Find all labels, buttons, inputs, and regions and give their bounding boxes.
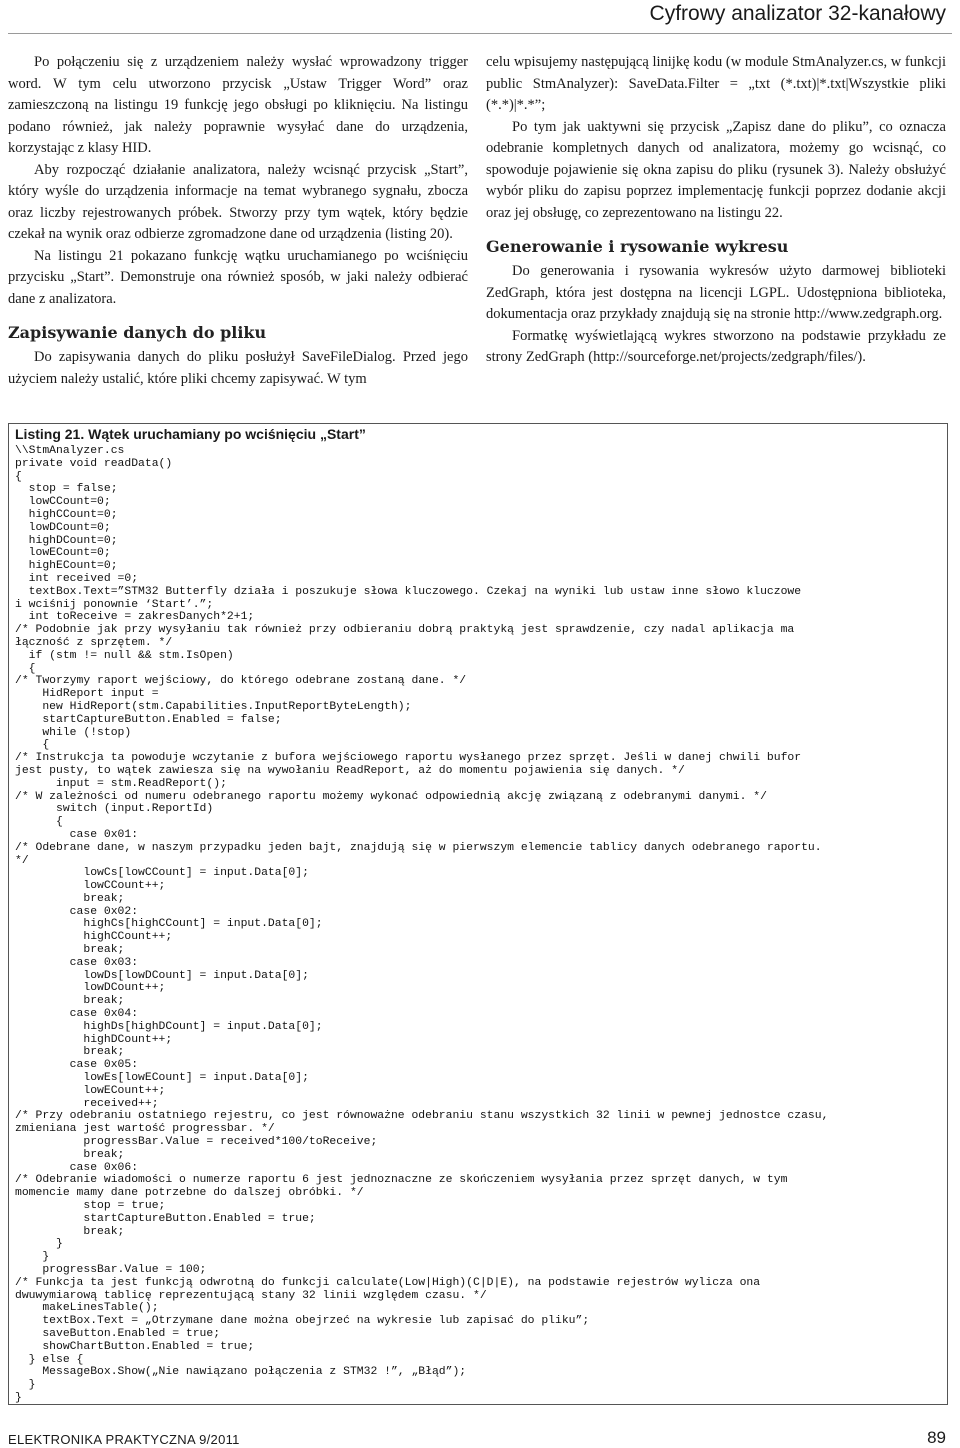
code-line: */ bbox=[15, 854, 29, 867]
code-line: łączność z sprzętem. */ bbox=[15, 636, 173, 649]
code-line: /* Przy odebraniu ostatniego rejestru, co jest równoważne odebraniu stanu wszystkich 32 linii w pewnej jednostce czasu, bbox=[15, 1110, 829, 1123]
code-line: } bbox=[15, 1238, 63, 1251]
code-line: lowEs[lowECount] = input.Data[0]; bbox=[15, 1072, 309, 1085]
code-line: textBox.Text=”STM32 Butterfly działa i poszukuje słowa kluczowego. Czekaj na wyniki lub ustaw inne słowo kluczowe bbox=[15, 585, 802, 598]
code-line: break; bbox=[15, 1225, 125, 1238]
code-line: lowECount++; bbox=[15, 1084, 166, 1097]
code-line: highECount=0; bbox=[15, 560, 118, 573]
code-line: i wciśnij ponownie ‘Start’.”; bbox=[15, 598, 214, 611]
page-number: 89 bbox=[927, 1428, 946, 1447]
code-line: break; bbox=[15, 1148, 125, 1161]
code-line: /* Odebrane dane, w naszym przypadku jeden bajt, znajdują się w pierwszym elemencie tablicy danych odebranego raportu. bbox=[15, 841, 822, 854]
code-line: { bbox=[15, 816, 63, 829]
code-line: /* Odebranie wiadomości o numerze raportu 6 jest jednoznaczne ze skończeniem wysyłania przez sprzęt danych, w tym bbox=[15, 1174, 788, 1187]
code-line: break; bbox=[15, 892, 125, 905]
paragraph: Po tym jak uaktywni się przycisk „Zapisz dane do pliku”, co oznacza odebranie kompletnych danych od analizatora, możemy go wcisnąć, co spowoduje pojawienie się okna zapisu do pliku (rysunek 3). Należy obsłużyć wybór pliku do zapisu poprzez implementację funkcji poprzez dodanie akcji oraz jej obsługę, co zeprezentowano na listingu 22. bbox=[486, 118, 946, 221]
code-line: MessageBox.Show(„Nie nawiązano połączenia z STM32 !”, „Błąd”); bbox=[15, 1366, 467, 1379]
code-line: case 0x02: bbox=[15, 905, 139, 918]
code-line: progressBar.Value = received*100/toReceive; bbox=[15, 1136, 378, 1149]
code-line: lowDs[lowDCount] = input.Data[0]; bbox=[15, 969, 309, 982]
code-line: break; bbox=[15, 1046, 125, 1059]
code-line: { bbox=[15, 470, 22, 483]
paragraph: Do zapisywania danych do pliku posłużył SaveFileDialog. Przed jego użyciem należy ustalić, które pliki chcemy zapisywać. W tym bbox=[8, 349, 468, 387]
code-line: momencie mamy dane potrzebne do dalszej obróbki. */ bbox=[15, 1187, 364, 1200]
code-line: } bbox=[15, 1379, 36, 1392]
code-line: textBox.Text = „Otrzymane dane można obejrzeć na wykresie lub zapisać do pliku”; bbox=[15, 1315, 590, 1328]
code-line: lowECount=0; bbox=[15, 547, 111, 560]
code-line: startCaptureButton.Enabled = true; bbox=[15, 1212, 316, 1225]
code-line: } bbox=[15, 1391, 22, 1404]
header-divider bbox=[8, 33, 952, 34]
code-line: startCaptureButton.Enabled = false; bbox=[15, 713, 282, 726]
page-header-title: Cyfrowy analizator 32-kanałowy bbox=[649, 2, 946, 25]
code-line: lowCs[lowCCount] = input.Data[0]; bbox=[15, 867, 309, 880]
code-line: break; bbox=[15, 944, 125, 957]
code-line: new HidReport(stm.Capabilities.InputReportByteLength); bbox=[15, 700, 412, 713]
code-line: { bbox=[15, 739, 50, 752]
code-line: while (!stop) bbox=[15, 726, 132, 739]
code-line: makeLinesTable(); bbox=[15, 1302, 159, 1315]
code-line: showChartButton.Enabled = true; bbox=[15, 1340, 255, 1353]
code-line: } bbox=[15, 1251, 50, 1264]
code-line: /* W zależności od numeru odebranego raportu możemy wykonać odpowiednią akcję związaną z odebranymi danymi. */ bbox=[15, 790, 767, 803]
right-column bbox=[486, 52, 946, 369]
listing-box bbox=[8, 423, 948, 1405]
code-line: highCCount=0; bbox=[15, 508, 118, 521]
code-line: int toReceive = zakresDanych*2+1; bbox=[15, 611, 255, 624]
code-line: break; bbox=[15, 995, 125, 1008]
code-line: dwuwymiarową tablicę reprezentującą stany 32 linii względem czasu. */ bbox=[15, 1289, 487, 1302]
code-line: lowDCount=0; bbox=[15, 521, 111, 534]
code-line: \\StmAnalyzer.cs bbox=[15, 445, 125, 457]
left-column bbox=[8, 52, 468, 390]
code-line: case 0x04: bbox=[15, 1008, 139, 1021]
code-line: highDCount++; bbox=[15, 1033, 173, 1046]
section-heading: Zapisywanie danych do pliku bbox=[8, 323, 267, 342]
code-line: received++; bbox=[15, 1097, 159, 1110]
code-line: switch (input.ReportId) bbox=[15, 803, 214, 816]
code-line: jest pusty, to wątek zawiesza się na wywołaniu ReadReport, aż do momentu pojawienia się danych. */ bbox=[15, 764, 685, 777]
paragraph: Aby rozpocząć działanie analizatora, należy wcisnąć przycisk „Start”, który wyśle do urządzenia informacje na temat wybranego sygnału, zbocza oraz liczby rejestrowanych próbek. Stworzy przy tym wątek, który będzie czekał na wynik oraz odbierze zgromadzone dane od urządzenia (listing 20). bbox=[8, 161, 468, 242]
code-line: HidReport input = bbox=[15, 688, 159, 701]
listing-title: Listing 21. Wątek uruchamiany po wciśnięciu „Start” bbox=[15, 426, 366, 442]
footer-magazine: ELEKTRONIKA PRAKTYCZNA 9/2011 bbox=[8, 1432, 240, 1447]
code-line: zmieniana jest wartość progressbar. */ bbox=[15, 1123, 275, 1136]
code-line: stop = true; bbox=[15, 1200, 166, 1213]
code-line: } else { bbox=[15, 1353, 84, 1366]
section-heading: Generowanie i rysowanie wykresu bbox=[486, 237, 789, 256]
code-line: int received =0; bbox=[15, 572, 139, 585]
paragraph: celu wpisujemy następującą linijkę kodu (w module StmAnalyzer.cs, w funkcji public StmAnalyzer): SaveData.Filter = „txt (*.txt)|*.txt|Wszystkie pliki (*.*)|*.*”; bbox=[486, 54, 946, 113]
code-line: lowCCount++; bbox=[15, 880, 166, 893]
code-line: { bbox=[15, 662, 36, 675]
code-line: highCs[highCCount] = input.Data[0]; bbox=[15, 918, 323, 931]
code-line: private void readData() bbox=[15, 457, 173, 470]
code-line: input = stm.ReadReport(); bbox=[15, 777, 227, 790]
code-line: if (stm != null && stm.IsOpen) bbox=[15, 649, 234, 662]
code-line: stop = false; bbox=[15, 483, 118, 496]
code-line: lowDCount++; bbox=[15, 982, 166, 995]
code-line: /* Tworzymy raport wejściowy, do którego odebrane zostaną dane. */ bbox=[15, 675, 467, 688]
code-line: highCCount++; bbox=[15, 931, 173, 944]
paragraph: Po połączeniu się z urządzeniem należy wysłać wprowadzony trigger word. W tym celu utworzono przycisk „Ustaw Trigger Word” oraz zamieszczoną na listingu 19 funkcję jego obsługi po kliknięciu. Na listingu podano również, jak należy poprawnie wysyłać dane do urządzenia, korzystając z klasy HID. bbox=[8, 54, 468, 156]
paragraph: Na listingu 21 pokazano funkcję wątku uruchamianego po wciśnięciu przycisku „Start”. Demonstruje ona również sposób, w jaki należy odbierać dane z analizatora. bbox=[8, 247, 468, 307]
code-line: case 0x06: bbox=[15, 1161, 139, 1174]
code-line: /* Instrukcja ta powoduje wczytanie z bufora wejściowego raportu wysłanego przez sprzęt. Jeśli w danej chwili bufor bbox=[15, 752, 802, 765]
code-line: progressBar.Value = 100; bbox=[15, 1264, 207, 1276]
code-line: case 0x03: bbox=[15, 956, 139, 969]
code-line: case 0x05: bbox=[15, 1059, 139, 1072]
code-line: lowCCount=0; bbox=[15, 496, 111, 509]
code-line: highDs[highDCount] = input.Data[0]; bbox=[15, 1020, 323, 1033]
paragraph: Do generowania i rysowania wykresów użyto darmowej biblioteki ZedGraph, która jest dostępna na licencji LGPL. Udostępniona biblioteka, dokumentacja oraz przykłady znajdują się na stronie http://www.zedgraph.org. bbox=[486, 263, 946, 322]
code-line: /* Funkcja ta jest funkcją odwrotną do funkcji calculate(Low|High)(C|D|E), na podstawie rejestrów wylicza ona bbox=[15, 1276, 761, 1289]
code-line: saveButton.Enabled = true; bbox=[15, 1327, 221, 1340]
paragraph: Formatkę wyświetlającą wykres stworzono na podstawie przykładu ze strony ZedGraph (http://sourceforge.net/projects/zedgraph/files/). bbox=[486, 327, 946, 365]
listing-code bbox=[15, 445, 828, 1405]
code-line: case 0x01: bbox=[15, 828, 139, 841]
code-line: highDCount=0; bbox=[15, 534, 118, 547]
code-line: /* Podobnie jak przy wysyłaniu tak również przy odbieraniu dobrą praktyką jest sprawdzenie, czy nadal aplikacja ma bbox=[15, 624, 795, 637]
